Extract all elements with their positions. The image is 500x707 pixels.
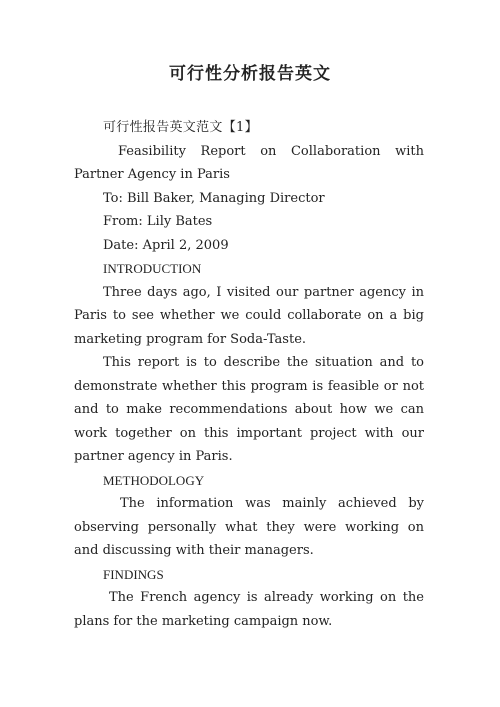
findings-heading: FINDINGS bbox=[103, 566, 164, 582]
date-line: Date: April 2, 2009 bbox=[103, 237, 229, 253]
introduction-paragraph-2: This report is to describe the situation and to demonstrate whether this program is feasible or not and to make recommendations about how we can work together on this important project with our partner agency in Paris. bbox=[74, 355, 424, 464]
from-line: From: Lily Bates bbox=[103, 214, 213, 229]
findings-paragraph: The French agency is already working on the plans for the marketing campaign now. bbox=[74, 590, 424, 629]
methodology-paragraph: The information was mainly achieved by observing personally what they were working on and discussing with their managers. bbox=[74, 496, 424, 558]
subtitle-line: 可行性报告英文范文【1】 bbox=[103, 120, 258, 135]
introduction-heading: INTRODUCTION bbox=[103, 261, 202, 276]
methodology-heading: METHODOLOGY bbox=[103, 472, 205, 488]
introduction-paragraph-1: Three days ago, I visited our partner agency in Paris to see whether we could collaborate on a big marketing program for Soda-Taste. bbox=[74, 284, 424, 347]
report-title-paragraph: Feasibility Report on Collaboration with Partner Agency in Paris bbox=[74, 143, 424, 182]
to-line: To: Bill Baker, Managing Director bbox=[103, 190, 325, 206]
document-title: 可行性分析报告英文 bbox=[169, 64, 331, 84]
document-body bbox=[74, 116, 424, 633]
